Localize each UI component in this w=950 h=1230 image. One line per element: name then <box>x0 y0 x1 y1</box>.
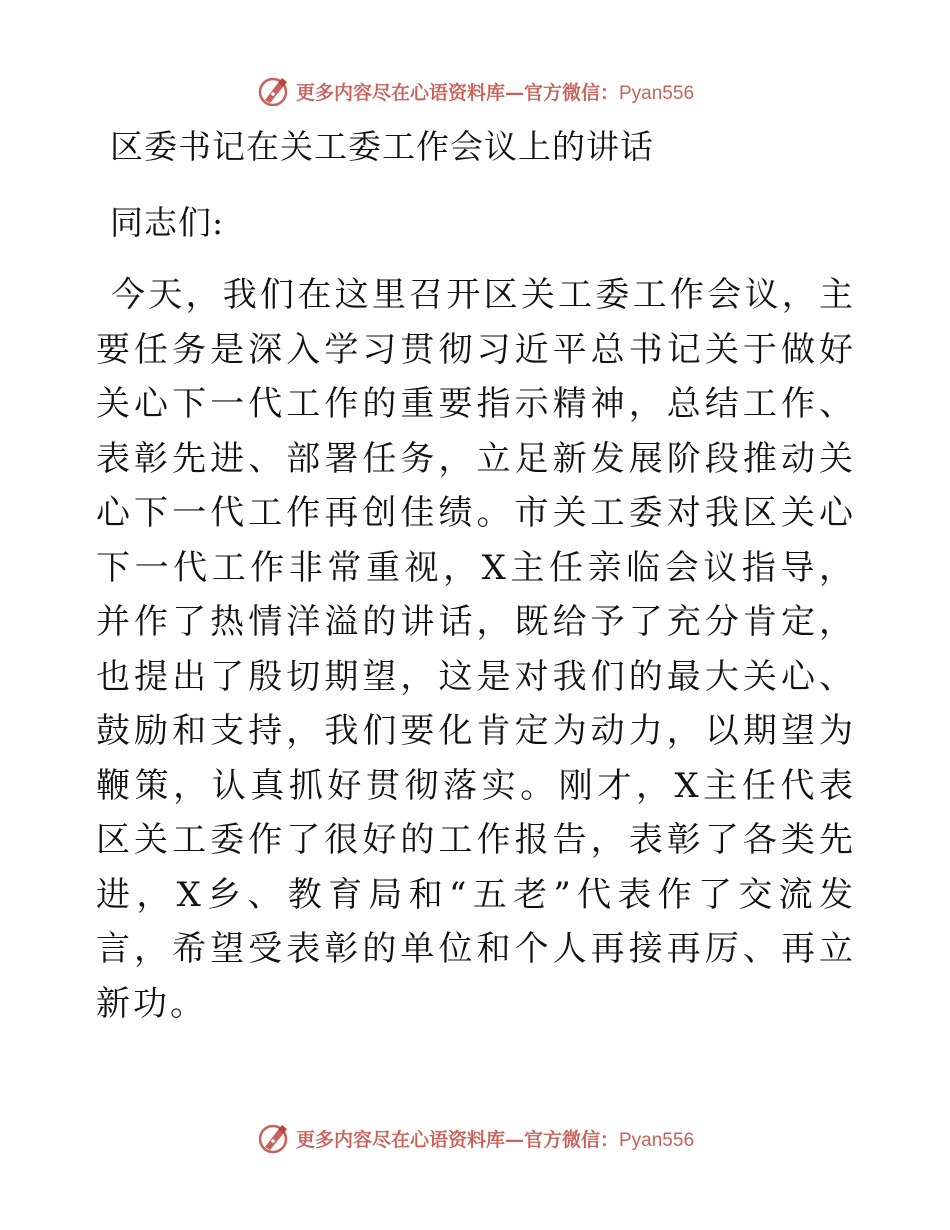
salutation: 同志们: <box>110 203 225 242</box>
watermark-text: 更多内容尽在心语资料库—官方微信：Pyan556 <box>295 1128 695 1151</box>
watermark-text: 更多内容尽在心语资料库—官方微信：Pyan556 <box>295 81 695 104</box>
pen-nib-logo-icon <box>256 1121 290 1155</box>
body-paragraph: 今天，我们在这里召开区关工委工作会议，主要任务是深入学习贯彻习近平总书记关于做好关心下一代工作的重要指示精神，总结工作、表彰先进、部署任务，立足新发展阶段推动关心下一代工作再创佳绩。市关工委对我区关心下一代工作非常重视，X主任亲临会议指导，并作了热情洋溢的讲话，既给予了充分肯定，也提出了殷切期望，这是对我们的最大关心、鼓励和支持，我们要化肯定为动力，以期望为鞭策，认真抓好贯彻落实。刚才，X主任代表区关工委作了很好的工作报告，表彰了各类先进，X乡、教育局和“五老”代表作了交流发言，希望受表彰的单位和个人再接再厉、再立新功。 <box>96 275 856 1024</box>
pen-nib-logo-icon <box>256 74 290 108</box>
header-watermark <box>0 71 950 111</box>
footer-watermark <box>0 1118 950 1158</box>
document-title: 区委书记在关工委工作会议上的讲话 <box>110 127 654 166</box>
